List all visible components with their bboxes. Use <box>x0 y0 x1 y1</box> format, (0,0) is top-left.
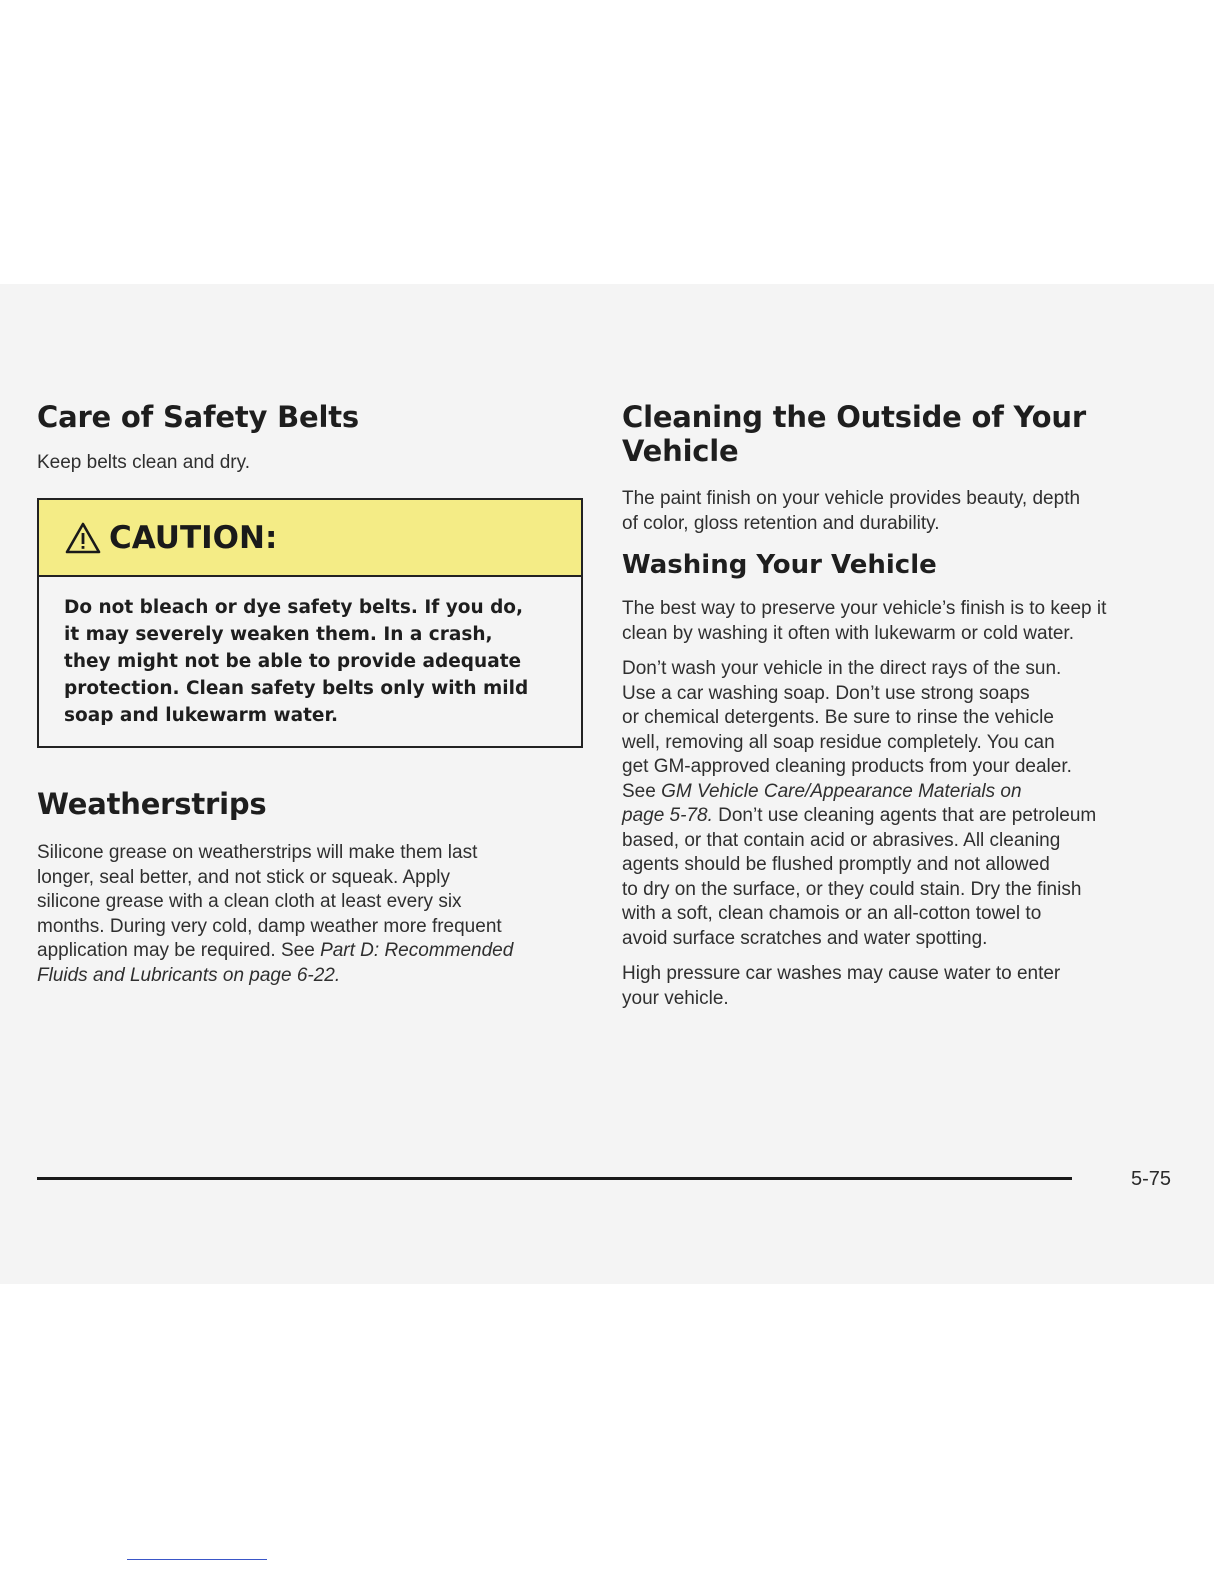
care-materials-reference: GM Vehicle Care/Appearance Materials on <box>661 780 1022 802</box>
weatherstrips-see-text: application may be required. See <box>37 940 321 961</box>
washing-title: Washing Your Vehicle <box>622 550 937 580</box>
weatherstrips-section <box>37 787 585 988</box>
caution-line: they might not be able to provide adequate <box>64 651 522 672</box>
washing-line: Use a car washing soap. Don’t use strong soaps <box>622 682 1030 704</box>
weatherstrips-title: Weatherstrips <box>37 787 267 821</box>
washing-line: clean by washing it often with lukewarm or cold water. <box>622 622 1074 644</box>
weatherstrips-text <box>37 841 585 988</box>
weatherstrips-line: silicone grease with a clean cloth at least every six <box>37 891 462 912</box>
caution-label: CAUTION: <box>109 519 278 556</box>
washing-line-rest: Don’t use cleaning agents that are petroleum <box>712 805 1097 826</box>
recommended-fluids-reference-cont: Fluids and Lubricants on page 6-22. <box>37 964 341 986</box>
weatherstrips-line: months. During very cold, damp weather more frequent <box>37 915 502 937</box>
right-column <box>622 400 1180 1011</box>
cleaning-outside-text <box>622 487 1180 536</box>
cleaning-outside-line: of color, gloss retention and durability. <box>622 512 940 534</box>
safety-belts-text: Keep belts clean and dry. <box>37 452 251 473</box>
safety-belts-title: Care of Safety Belts <box>37 400 359 434</box>
washing-line: or chemical detergents. Be sure to rinse the vehicle <box>622 707 1054 728</box>
washing-line: High pressure car washes may cause water to enter <box>622 963 1061 984</box>
page-number: 5-75 <box>1131 1168 1172 1190</box>
washing-line: get GM-approved cleaning products from your dealer. <box>622 756 1072 777</box>
care-materials-page-reference: page 5-78. <box>622 805 713 826</box>
washing-line: with a soft, clean chamois or an all-cotton towel to <box>622 903 1042 924</box>
weatherstrips-line: longer, seal better, and not stick or squeak. Apply <box>37 866 450 888</box>
washing-line: agents should be flushed promptly and not allowed <box>622 854 1050 875</box>
warning-triangle-icon <box>65 521 101 555</box>
washing-line <box>622 804 1180 829</box>
footer-rule <box>37 1177 1072 1180</box>
washing-line: avoid surface scratches and water spotting. <box>622 927 988 949</box>
washing-line: to dry on the surface, or they could stain. Dry the finish <box>622 878 1082 900</box>
link-underline <box>127 1559 267 1560</box>
washing-line: Don’t wash your vehicle in the direct rays of the sun. <box>622 658 1062 679</box>
washing-para-3 <box>622 962 1180 1011</box>
left-column <box>37 400 585 476</box>
caution-line: it may severely weaken them. In a crash, <box>64 624 493 645</box>
caution-line: protection. Clean safety belts only with mild <box>64 678 529 699</box>
washing-para-1 <box>622 597 1180 646</box>
recommended-fluids-reference: Part D: Recommended <box>320 940 514 961</box>
caution-header <box>39 500 581 577</box>
caution-text <box>39 577 581 729</box>
washing-line <box>622 780 1180 805</box>
weatherstrips-line <box>37 939 585 964</box>
caution-line: soap and lukewarm water. <box>64 705 338 726</box>
see-text: See <box>622 780 662 802</box>
caution-box <box>37 498 583 748</box>
washing-para-2 <box>622 657 1180 951</box>
weatherstrips-line: Silicone grease on weatherstrips will make them last <box>37 842 478 863</box>
washing-line: The best way to preserve your vehicle’s finish is to keep it <box>622 598 1107 619</box>
cleaning-outside-line: The paint finish on your vehicle provides beauty, depth <box>622 488 1081 509</box>
cleaning-outside-title: Cleaning the Outside of Your Vehicle <box>622 400 1086 468</box>
washing-line: based, or that contain acid or abrasives. All cleaning <box>622 829 1061 851</box>
washing-line: your vehicle. <box>622 987 729 1009</box>
washing-line: well, removing all soap residue completely. You can <box>622 731 1055 753</box>
caution-line: Do not bleach or dye safety belts. If you do, <box>64 597 524 618</box>
